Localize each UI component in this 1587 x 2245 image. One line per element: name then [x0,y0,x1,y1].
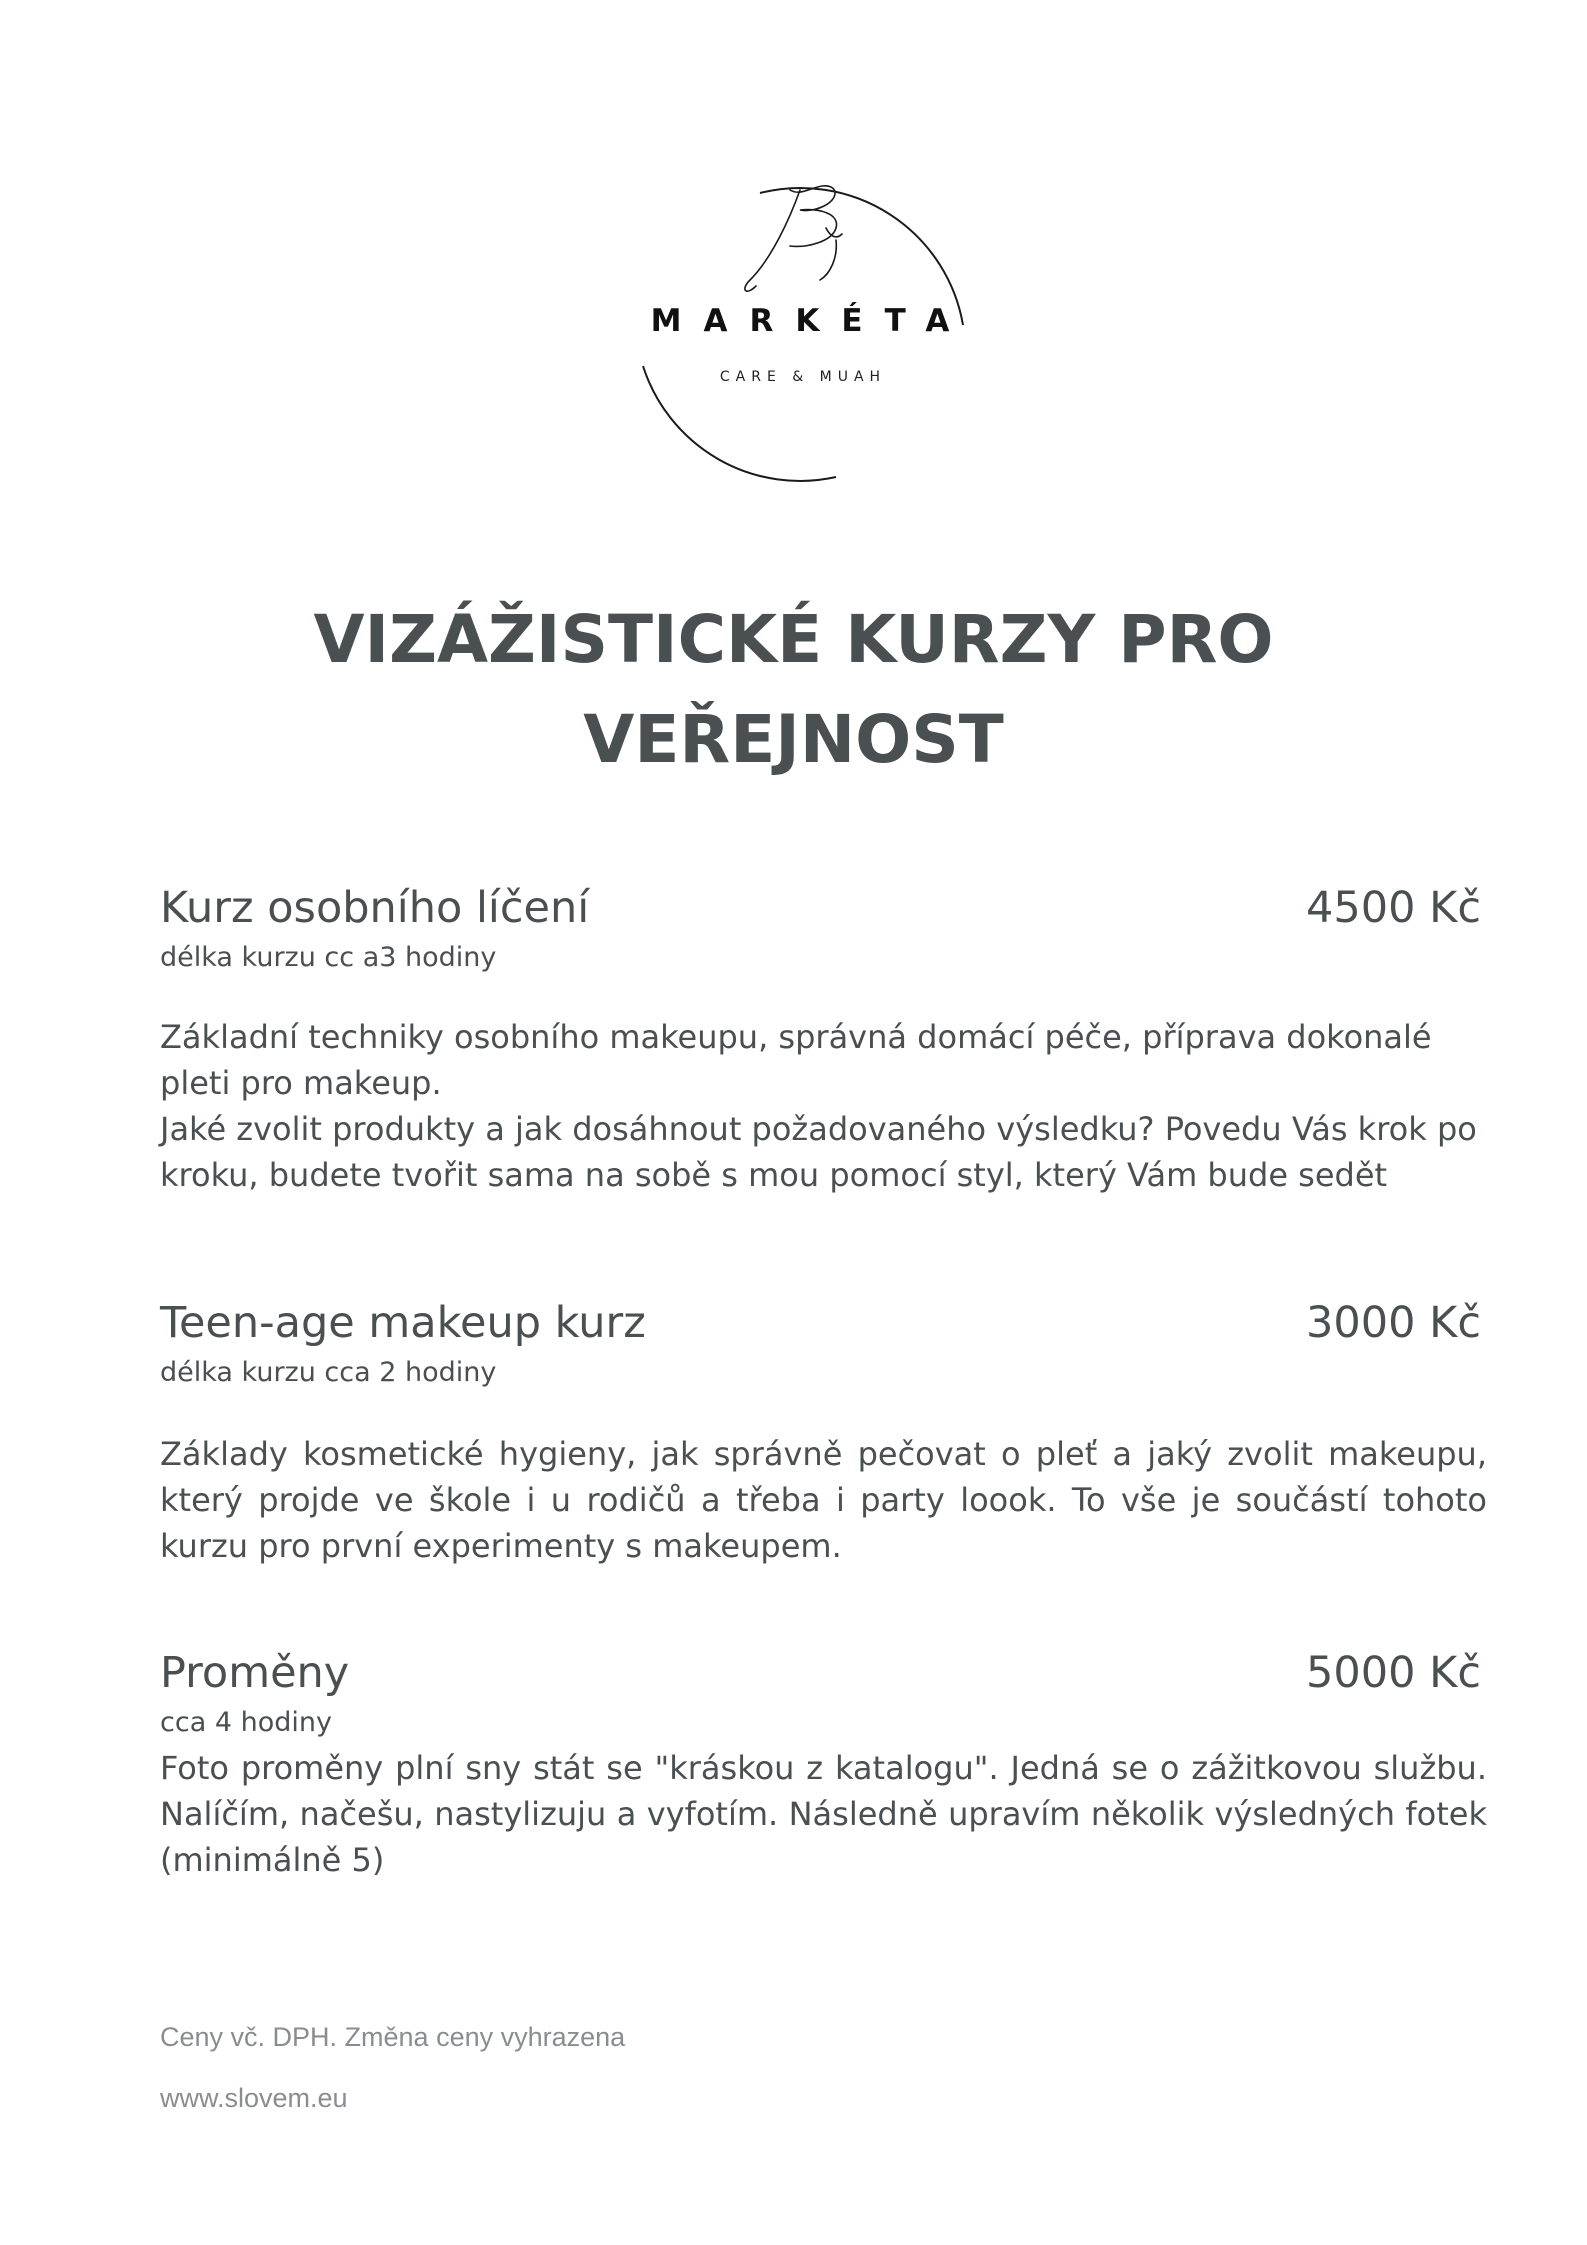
course-duration: cca 4 hodiny [160,1707,332,1738]
website-link[interactable]: www.slovem.eu [160,2083,348,2113]
price-note: Ceny vč. DPH. Změna ceny vyhrazena [160,2022,626,2052]
course-duration: délka kurzu cc a3 hodiny [160,942,497,973]
course-name: Proměny [160,1648,350,1698]
course-duration: délka kurzu cca 2 hodiny [160,1357,497,1388]
course-description-paragraph: Základy kosmetické hygieny, jak správně pečovat o pleť a jaký zvolit makeupu, který projde ve škole i u rodičů a třeba i party loook. To vše je součástí tohoto kurzu pro první experimenty s makeupem. [160,1435,1487,1565]
course-price: 4500 Kč [1306,883,1481,933]
page-title [200,590,1387,790]
course-price: 5000 Kč [1306,1648,1481,1698]
course-name: Kurz osobního líčení [160,883,590,933]
course-price: 3000 Kč [1306,1298,1481,1348]
page-title-line-1: VIZÁŽISTICKÉ KURZY PRO [313,601,1274,678]
course-description-paragraph: Jaké zvolit produkty a jak dosáhnout požadovaného výsledku? Povedu Vás krok po kroku, budete tvořit sama na sobě s mou pomocí styl, který Vám bude sedět [160,1110,1477,1194]
course-description-paragraph: Foto proměny plní sny stát se "kráskou z katalogu". Jedná se o zážitkovou službu. Nalíčím, načešu, nastylizuju a vyfotím. Následně upravím několik výsledných fotek (minimálně 5) [160,1749,1487,1879]
page-title-line-2: VEŘEJNOST [583,701,1004,778]
course-description [160,1431,1487,1569]
logo-brand-name: MARKÉTA [650,303,972,339]
brand-logo [600,148,1000,508]
logo-brand-subtitle: CARE & MUAH [719,369,887,385]
course-description [160,1014,1487,1198]
course-name: Teen-age makeup kurz [160,1298,646,1348]
course-description [160,1745,1487,1883]
course-description-paragraph: Základní techniky osobního makeupu, správná domácí péče, příprava dokonalé pleti pro makeup. [160,1018,1432,1102]
